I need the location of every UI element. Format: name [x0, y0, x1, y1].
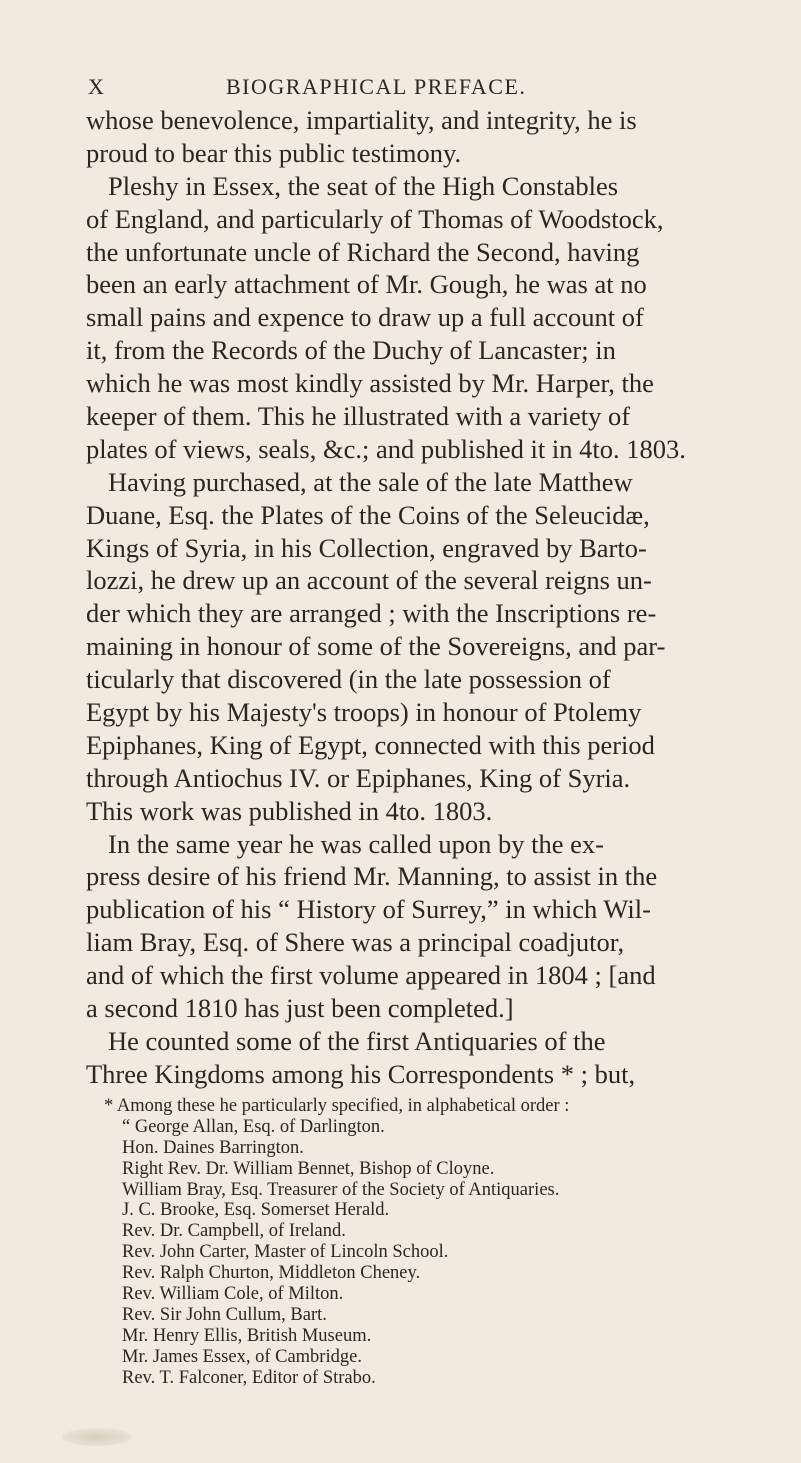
- body-line: keeper of them. This he illustrated with a variety of: [86, 401, 631, 432]
- body-line: of England, and particularly of Thomas of Woodstock,: [86, 203, 664, 234]
- body-text: [86, 104, 791, 1091]
- footnote-line: Rev. Dr. Campbell, of Ireland.: [122, 1221, 346, 1242]
- footnote-line: Rev. John Carter, Master of Lincoln School.: [122, 1242, 449, 1263]
- footnote-line: Rev. T. Falconer, Editor of Strabo.: [122, 1367, 376, 1388]
- body-line: This work was published in 4to. 1803.: [86, 795, 493, 826]
- body-line: maining in honour of some of the Sovereigns, and par-: [86, 631, 666, 662]
- page-number: X: [88, 74, 105, 99]
- body-line: been an early attachment of Mr. Gough, he was at no: [86, 269, 647, 300]
- footnote-line: “ George Allan, Esq. of Darlington.: [122, 1116, 385, 1137]
- body-line: Three Kingdoms among his Correspondents * ; but,: [86, 1058, 636, 1089]
- body-line: a second 1810 has just been completed.]: [86, 993, 514, 1024]
- body-line: He counted some of the first Antiquaries of the: [108, 1025, 606, 1056]
- body-line: In the same year he was called upon by the ex-: [108, 828, 604, 859]
- body-line: small pains and expence to draw up a full account of: [86, 302, 644, 333]
- footnote-line: Mr. Henry Ellis, British Museum.: [122, 1325, 372, 1346]
- body-line: the unfortunate uncle of Richard the Second, having: [86, 236, 640, 267]
- footnote-line: William Bray, Esq. Treasurer of the Society of Antiquaries.: [122, 1179, 560, 1200]
- body-line: which he was most kindly assisted by Mr. Harper, the: [86, 368, 654, 399]
- body-line: Pleshy in Essex, the seat of the High Constables: [108, 170, 619, 201]
- footnote-line: J. C. Brooke, Esq. Somerset Herald.: [122, 1200, 390, 1221]
- body-line: Duane, Esq. the Plates of the Coins of the Seleucidæ,: [86, 499, 650, 530]
- body-line: plates of views, seals, &c.; and published it in 4to. 1803.: [86, 433, 686, 464]
- footnote-line: Mr. James Essex, of Cambridge.: [122, 1346, 362, 1367]
- footnote-line: Rev. William Cole, of Milton.: [122, 1284, 344, 1305]
- footnote-line: Hon. Daines Barrington.: [122, 1137, 304, 1158]
- footnote-line: Rev. Sir John Cullum, Bart.: [122, 1304, 327, 1325]
- ink-smudge: [62, 1428, 132, 1446]
- body-line: publication of his “ History of Surrey,” in which Wil-: [86, 894, 651, 925]
- body-line: Egypt by his Majesty's troops) in honour of Ptolemy: [86, 697, 642, 728]
- body-line: and of which the first volume appeared in 1804 ; [and: [86, 960, 656, 991]
- body-line: ticularly that discovered (in the late possession of: [86, 664, 611, 695]
- body-line: it, from the Records of the Duchy of Lancaster; in: [86, 335, 616, 366]
- footnote-line: * Among these he particularly specified, in alphabetical order :: [104, 1096, 570, 1116]
- body-line: der which they are arranged ; with the Inscriptions re-: [86, 598, 657, 629]
- footnote-line: Right Rev. Dr. William Bennet, Bishop of Cloyne.: [122, 1158, 495, 1179]
- body-line: whose benevolence, impartiality, and integrity, he is: [86, 105, 637, 135]
- footnotes: [104, 1096, 794, 1388]
- page-header: [88, 66, 788, 100]
- body-line: through Antiochus IV. or Epiphanes, King of Syria.: [86, 762, 631, 793]
- body-line: lozzi, he drew up an account of the several reigns un-: [86, 565, 652, 596]
- body-line: Having purchased, at the sale of the late Matthew: [108, 466, 633, 497]
- body-line: Epiphanes, King of Egypt, connected with this period: [86, 729, 655, 760]
- body-line: press desire of his friend Mr. Manning, to assist in the: [86, 861, 658, 892]
- body-line: Kings of Syria, in his Collection, engraved by Barto-: [86, 532, 647, 563]
- running-head: BIOGRAPHICAL PREFACE.: [226, 74, 527, 99]
- body-line: liam Bray, Esq. of Shere was a principal coadjutor,: [86, 927, 625, 958]
- footnote-line: Rev. Ralph Churton, Middleton Cheney.: [122, 1263, 421, 1284]
- body-line: proud to bear this public testimony.: [86, 137, 462, 168]
